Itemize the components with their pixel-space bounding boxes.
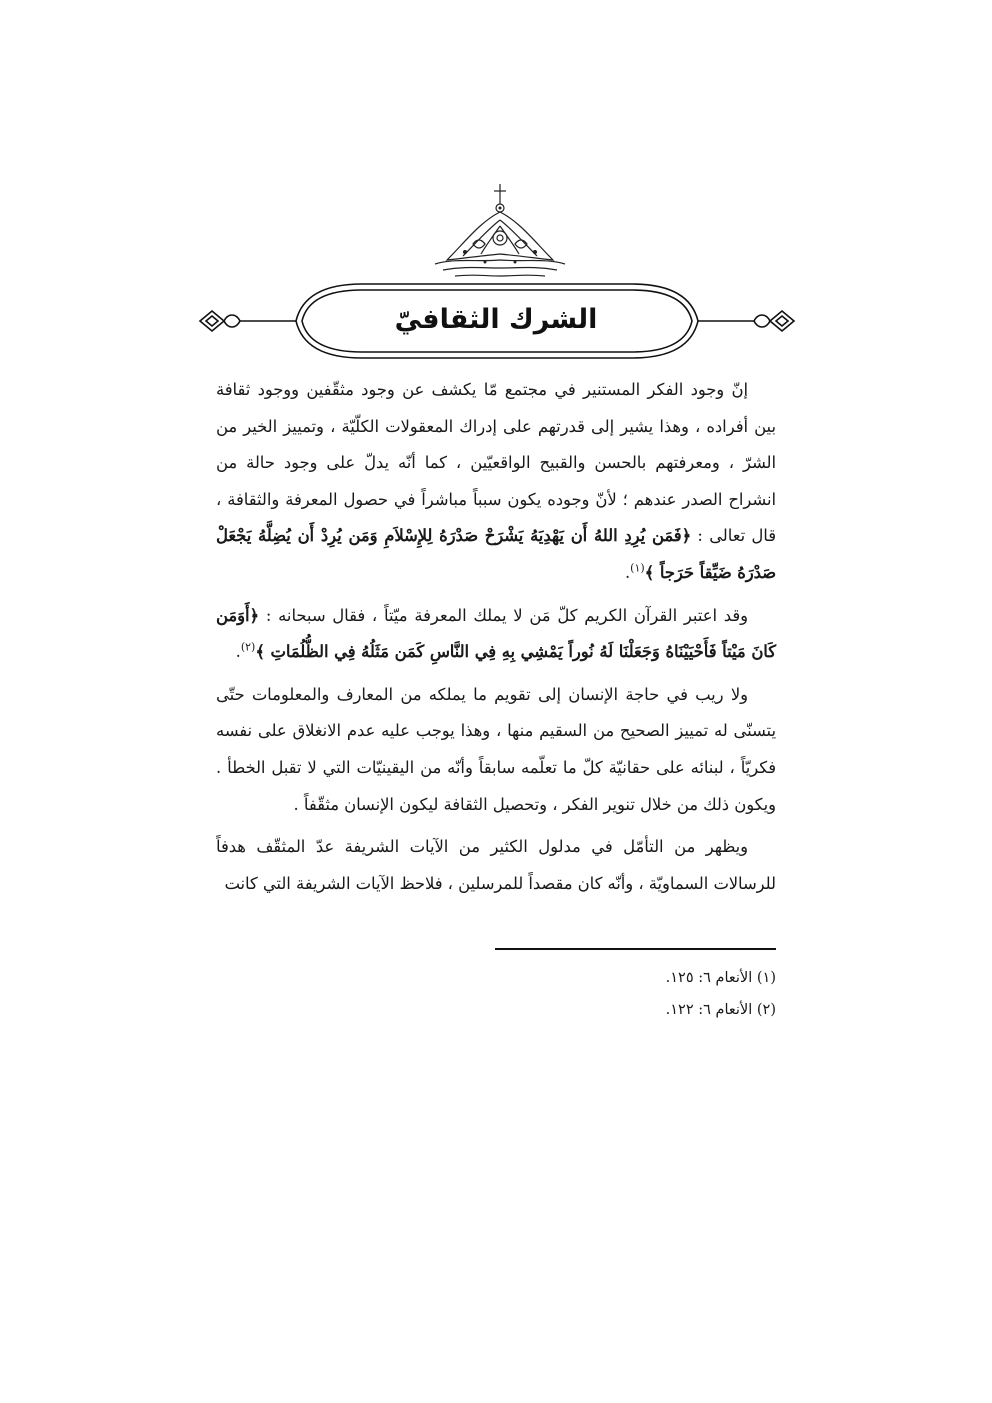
paragraph-1-end: . [624,562,631,582]
paragraph-1 [216,372,776,592]
quran-verse-1: ﴿فَمَن يُرِدِ اللهُ أَن يَهْدِيَهُ يَشْرَحْ صَدْرَهُ لِلإِسْلاَمِ وَمَن يُرِدْ أَن يُضِلَّهُ يَجْعَلْ صَدْرَهُ ضَيِّقاً حَرَجاً ﴾ [216,526,776,582]
paragraph-4: ويظهر من التأمّل في مدلول الكثير من الآيات الشريفة عدّ المثقّف هدفاً للرسالات السماويّة ، وأنّه كان مقصداً للمرسلين ، فلاحظ الآيات الشريفة التي كانت [216,837,776,893]
paragraph-3: ولا ريب في حاجة الإنسان إلى تقويم ما يملكه من المعارف والمعلومات حتّى يتسنّى له تمييز الصحيح من السقيم منها ، وهذا يوجب عليه عدم الانغلاق على نفسه فكريّاً ، لبنائه على حقانيّة كلّ ما تعلّمه سابقاً وأنّه من اليقينيّات التي لا تقبل الخطأ . ويكون ذلك من خلال تنوير الفكر ، وتحصيل الثقافة ليكون الإنسان مثقّفاً . [216,684,776,814]
paragraph-2-end: . [235,642,241,662]
footnote-ref-1[interactable]: (١) [630,561,645,575]
footnote-divider [495,948,776,950]
quran-verse-2: ﴿أَوَمَن كَانَ مَيْتاً فَأَحْيَيْنَاهُ وَجَعَلْنَا لَهُ نُوراً يَمْشِي بِهِ فِي النَّاسِ كَمَن مَثَلُهُ فِي الظُّلُمَاتِ ﴾ [216,605,776,662]
footnote-ref-2[interactable]: (٢) [240,640,256,654]
footnote-2: (٢) الأنعام ٦: ١٢٢. [665,1002,776,1018]
arabesque-ornament-icon [425,182,575,292]
paragraph-1-text: إنّ وجود الفكر المستنير في مجتمع مّا يكشف عن وجود مثقّفين ووجود ثقافة بين أفراده ، وهذا يشير إلى قدرتهم على إدراك المعقولات الكلّيّة ، وتمييز الخير من الشرّ ، ومعرفتهم بالحسن والقبيح الواقعيّين ، كما أنّه يدلّ على وجود حالة من انشراح الصدر عندهم ؛ لأنّ وجوده يكون سبباً مباشراً في حصول المعرفة والثقافة ، قال تعالى : [216,380,776,546]
chapter-title: الشرك الثقافيّ [394,303,598,335]
main-text [216,372,776,908]
paragraph-2-text: وقد اعتبر القرآن الكريم كلّ مَن لا يملك المعرفة ميّتاً ، فقال سبحانه : [265,605,748,625]
footnote-1: (١) الأنعام ٦: ١٢٥. [665,970,776,986]
paragraph-2 [216,598,776,671]
footnotes [560,962,776,1026]
